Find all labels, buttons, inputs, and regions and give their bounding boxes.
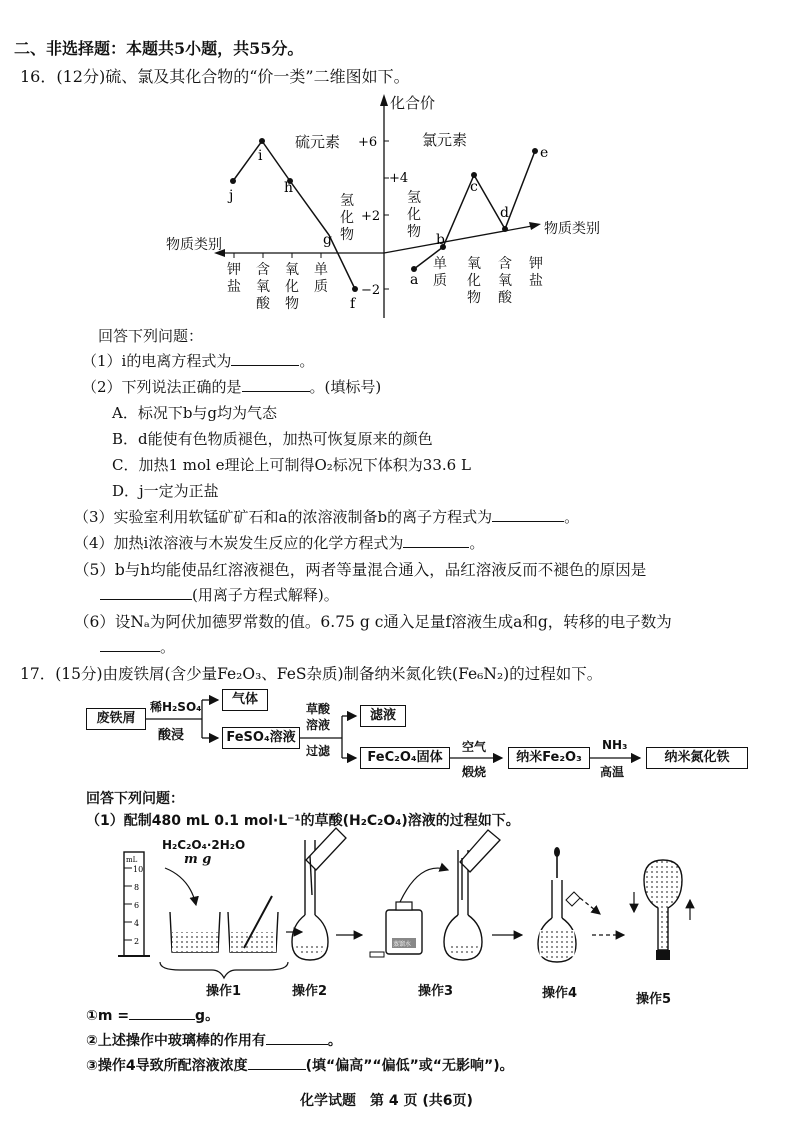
box-iron-scrap: 废铁屑 (86, 708, 146, 730)
point-label-f: f (350, 296, 356, 312)
q16-part4: （4）加热i浓溶液与木炭发生反应的化学方程式为 。 (74, 534, 485, 552)
svg-text:2: 2 (134, 937, 140, 946)
chlorine-label: 氯元素 (422, 131, 468, 149)
point-label-c: c (470, 179, 478, 195)
box-nano-fe2o3: 纳米Fe₂O₃ (508, 747, 590, 769)
section-title: 二、非选择题：本题共5小题，共55分。 (14, 39, 304, 58)
point-label-g: g (323, 232, 332, 248)
solid-formula: H₂C₂O₄·2H₂O (162, 838, 246, 852)
beaker-2 (228, 896, 278, 952)
point-label-h: h (284, 180, 294, 196)
box-nano-iron-nitride: 纳米氮化铁 (646, 747, 748, 769)
x-axis-label-left: 物质类别 (166, 237, 222, 253)
q16-answer-prompt: 回答下列问题： (98, 327, 204, 345)
q16-part5: （5）b与h均能使品红溶液褪色，两者等量混合通入，品红溶液反而不褪色的原因是 (74, 561, 647, 579)
volumetric-flask-3 (444, 830, 500, 960)
step-calcine: 煅烧 (462, 765, 487, 779)
category-left-oxide: 氧化物 (285, 262, 299, 312)
solid-mass: m g (184, 852, 212, 867)
operation-4-label: 操作4 (542, 986, 578, 1001)
point-label-b: b (436, 232, 445, 248)
tick-label-p6: +6 (358, 135, 378, 150)
q17-answer-prompt: 回答下列问题： (86, 791, 184, 807)
tick-label-p2: +2 (361, 209, 381, 224)
graduated-cylinder (118, 852, 150, 956)
q16-part6: （6）设Nₐ为阿伏加德罗常数的值。6.75 g c通入足量f溶液生成a和g，转移的电子数为 (74, 613, 672, 631)
svg-text:mL: mL (126, 856, 138, 864)
box-feso4-solution: FeSO₄溶液 (222, 727, 300, 749)
svg-text:10: 10 (133, 865, 144, 874)
point-label-j: j (229, 188, 234, 204)
answer-blank[interactable] (266, 1030, 328, 1045)
hydride-label-left: 氢化物 (340, 193, 354, 243)
category-right-oxide: 氧化物 (467, 256, 481, 306)
beaker-1 (170, 912, 220, 952)
q16-part2: （2）下列说法正确的是 。(填标号) (82, 378, 382, 396)
point-label-i: i (258, 148, 263, 164)
tick-label-m2: −2 (361, 283, 381, 298)
reagent-air: 空气 (462, 740, 487, 754)
q16-option-a: A．标况下b与g均为气态 (112, 404, 278, 422)
category-left-element: 单质 (314, 262, 328, 295)
q17-sub2: ②上述操作中玻璃棒的作用有 。 (86, 1030, 342, 1050)
reagent-oxalic-2: 溶液 (306, 718, 331, 732)
box-filtrate: 滤液 (360, 705, 406, 727)
operation-2-label: 操作2 (292, 984, 328, 999)
svg-text:4: 4 (134, 919, 140, 928)
point-label-a: a (410, 272, 419, 288)
category-right-salt: 钾盐 (529, 256, 543, 289)
category-left-oxyacid: 含氧酸 (256, 262, 270, 312)
q16-part3: （3）实验室利用软锰矿矿石和a的浓溶液制备b的离子方程式为 。 (74, 508, 580, 526)
q17-sub3: ③操作4导致所配溶液浓度 (填“偏高”“偏低”或“无影响”)。 (86, 1055, 514, 1075)
x-axis-label-right: 物质类别 (544, 221, 600, 237)
tick-label-p4: +4 (389, 171, 409, 186)
category-right-oxyacid: 含氧酸 (498, 256, 512, 306)
wash-bottle (370, 902, 422, 957)
step-acid-leach: 酸浸 (158, 728, 185, 743)
svg-text:6: 6 (134, 901, 140, 910)
q16-part5-line2: (用离子方程式解释)。 (100, 584, 339, 605)
answer-blank[interactable] (129, 1005, 195, 1020)
sulfur-label: 硫元素 (295, 133, 341, 151)
category-left-salt: 钾盐 (227, 262, 241, 295)
box-fec2o4-solid: FeC₂O₄固体 (360, 747, 450, 769)
volumetric-flask-2 (292, 828, 346, 960)
q16-option-b: B．d能使有色物质褪色，加热可恢复原来的颜色 (112, 430, 433, 448)
inverted-volumetric-flask-5 (634, 860, 690, 960)
svg-text:蒸馏水: 蒸馏水 (393, 941, 412, 948)
answer-blank[interactable] (248, 1055, 306, 1070)
operation-3-label: 操作3 (418, 984, 454, 999)
point-label-e: e (540, 145, 549, 161)
y-axis-label: 化合价 (390, 94, 436, 112)
hydride-label-right: 氢化物 (407, 190, 421, 240)
volumetric-flask-4 (538, 847, 600, 962)
svg-text:8: 8 (134, 883, 140, 892)
reagent-dilute-acid: 稀H₂SO₄ (150, 700, 202, 714)
q16-option-c: C．加热1 mol e理论上可制得O₂标况下体积为33.6 L (112, 456, 471, 474)
operation-1-label: 操作1 (206, 984, 242, 999)
operation-5-label: 操作5 (636, 992, 672, 1007)
reagent-oxalic-1: 草酸 (306, 702, 331, 716)
step-filter: 过滤 (306, 744, 331, 758)
q17-header: 17．(15分)由废铁屑(含少量Fe₂O₃、FeS杂质)制备纳米氮化铁(Fe₆N₂)的过程如下。 (20, 665, 603, 683)
q17-part1: （1）配制480 mL 0.1 mol·L⁻¹的草酸(H₂C₂O₄)溶液的过程如下。 (86, 813, 520, 829)
page-footer: 化学试题 第 4 页 (共6页) (300, 1093, 473, 1109)
step-high-temp: 高温 (600, 765, 625, 779)
q16-option-d: D．j一定为正盐 (112, 482, 219, 500)
q17-sub1: ①m = g。 (86, 1005, 219, 1025)
q16-part6-line2: 。 (100, 636, 175, 657)
box-gas: 气体 (222, 689, 268, 711)
category-right-element: 单质 (433, 256, 447, 289)
reagent-nh3: NH₃ (602, 738, 628, 752)
q16-part1: （1）i的电离方程式为 。 (82, 352, 315, 370)
point-label-d: d (500, 205, 509, 221)
q16-header: 16．(12分)硫、氯及其化合物的“价一类”二维图如下。 (20, 67, 410, 86)
